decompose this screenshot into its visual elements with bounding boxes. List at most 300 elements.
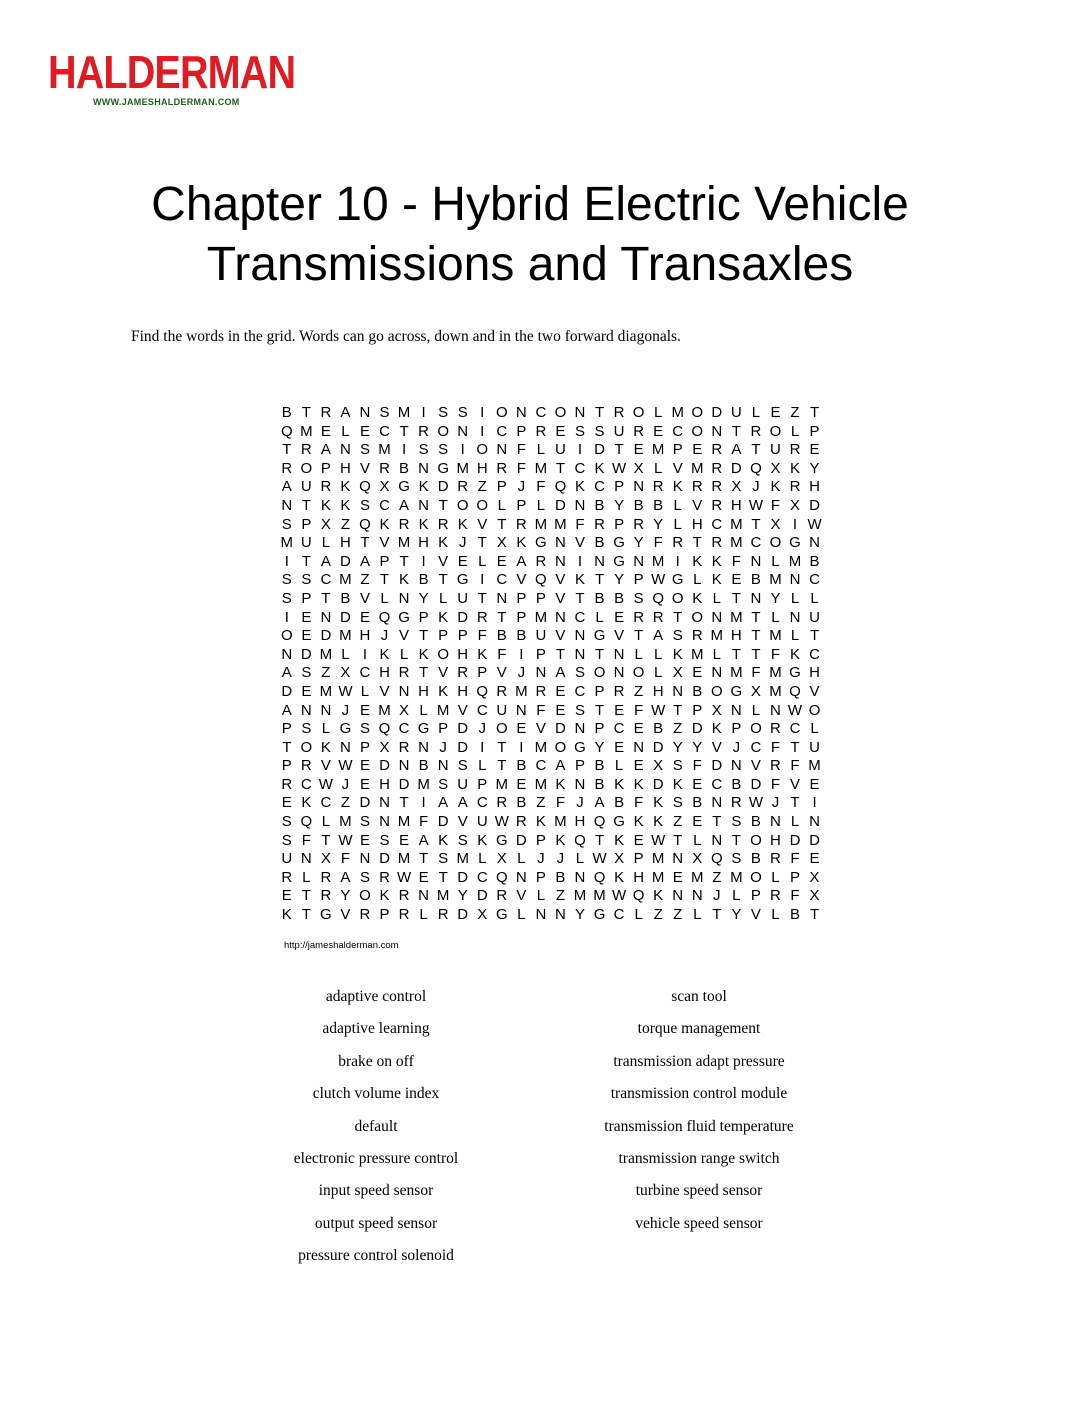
grid-letter: E	[281, 887, 292, 905]
grid-letter: N	[418, 887, 430, 905]
grid-letter: T	[301, 496, 311, 514]
grid-letter: I	[362, 645, 368, 663]
grid-letter: N	[672, 887, 684, 905]
grid-letter: Q	[535, 571, 547, 589]
grid-letter: K	[711, 571, 722, 589]
grid-letter: T	[555, 459, 566, 477]
grid-letter: Y	[692, 738, 703, 756]
grid-letter: N	[574, 496, 586, 514]
grid-letter: B	[516, 757, 527, 775]
grid-letter: O	[691, 422, 704, 440]
grid-letter: T	[477, 589, 487, 607]
grid-letter: S	[359, 441, 370, 459]
grid-letter: X	[496, 534, 507, 552]
grid-letter: K	[535, 813, 546, 831]
grid-letter: G	[574, 738, 586, 756]
grid-letter: B	[633, 496, 644, 514]
grid-letter: T	[497, 738, 507, 756]
grid-letter: E	[809, 775, 820, 793]
grid-letter: F	[770, 496, 781, 514]
grid-letter: N	[418, 738, 430, 756]
grid-letter: C	[809, 645, 820, 663]
grid-letter: C	[789, 720, 801, 738]
grid-letter: D	[711, 404, 723, 421]
grid-letter: O	[691, 404, 704, 421]
title-line-1: Chapter 10 - Hybrid Electric Vehicle	[151, 178, 909, 231]
grid-letter: A	[281, 478, 292, 496]
grid-letter: L	[321, 720, 331, 738]
grid-letter: R	[535, 552, 547, 570]
grid-letter: T	[712, 906, 722, 924]
grid-letter: M	[495, 775, 509, 793]
grid-letter: N	[555, 906, 566, 924]
grid-letter: G	[613, 552, 625, 570]
grid-letter: K	[711, 552, 722, 570]
grid-letter: V	[711, 738, 722, 756]
grid-row	[277, 609, 824, 628]
grid-letter: L	[634, 645, 643, 663]
grid-letter: R	[457, 664, 469, 682]
grid-letter: M	[651, 868, 665, 886]
grid-letter: Y	[770, 589, 781, 607]
grid-letter: J	[478, 720, 486, 738]
grid-letter: Y	[614, 571, 625, 589]
word-list-item: clutch volume index	[312, 1085, 440, 1103]
grid-row	[277, 664, 824, 683]
grid-letter: T	[673, 608, 683, 626]
grid-letter: M	[456, 850, 469, 868]
grid-letter: C	[320, 794, 332, 812]
grid-letter: O	[632, 404, 645, 421]
grid-letter: V	[438, 552, 449, 570]
grid-letter: I	[577, 441, 583, 459]
grid-letter: N	[613, 664, 625, 682]
grid-letter: Y	[809, 459, 820, 477]
grid-letter: S	[281, 515, 292, 533]
grid-letter: I	[401, 441, 407, 459]
grid-letter: C	[476, 868, 488, 886]
grid-letter: N	[398, 682, 410, 700]
grid-letter: P	[789, 868, 800, 886]
grid-letter: M	[671, 404, 684, 421]
grid-letter: B	[340, 589, 351, 607]
grid-letter: R	[281, 868, 293, 886]
grid-letter: M	[339, 813, 352, 831]
grid-letter: P	[438, 627, 449, 645]
grid-letter: R	[652, 608, 664, 626]
grid-letter: M	[593, 887, 606, 905]
grid-letter: E	[516, 775, 527, 793]
word-list-item: brake on off	[338, 1052, 414, 1070]
grid-letter: R	[320, 478, 332, 496]
grid-letter: G	[495, 831, 508, 849]
grid-letter: N	[359, 404, 371, 421]
halderman-logo	[48, 46, 296, 110]
grid-letter: O	[710, 682, 723, 700]
grid-letter: X	[379, 738, 390, 756]
grid-letter: L	[771, 906, 780, 924]
grid-letter: R	[594, 515, 605, 533]
grid-letter: B	[653, 720, 664, 738]
grid-letter: V	[399, 627, 410, 645]
grid-letter: S	[281, 813, 292, 831]
grid-letter: I	[792, 515, 798, 533]
grid-letter: Z	[340, 515, 350, 533]
grid-letter: L	[732, 887, 741, 905]
grid-letter: K	[438, 831, 449, 849]
grid-letter: M	[319, 645, 333, 663]
grid-letter: D	[437, 478, 449, 496]
grid-letter: D	[437, 813, 449, 831]
grid-letter: Y	[672, 738, 683, 756]
grid-letter: B	[516, 794, 527, 812]
grid-letter: R	[398, 906, 410, 924]
grid-letter: F	[536, 701, 546, 719]
grid-letter: T	[438, 496, 448, 514]
grid-letter: T	[399, 422, 409, 440]
grid-letter: S	[574, 701, 585, 719]
grid-letter: G	[613, 534, 625, 552]
grid-letter: P	[281, 720, 292, 738]
grid-letter: L	[517, 906, 526, 924]
grid-letter: L	[693, 906, 702, 924]
grid-letter: J	[576, 794, 584, 812]
grid-letter: L	[341, 645, 350, 663]
grid-letter: J	[341, 701, 350, 719]
grid-letter: N	[437, 757, 449, 775]
grid-letter: D	[457, 906, 469, 924]
grid-letter: V	[496, 664, 507, 682]
grid-letter: K	[320, 496, 331, 514]
grid-letter: H	[379, 664, 390, 682]
grid-letter: M	[554, 813, 567, 831]
grid-letter: M	[769, 627, 782, 645]
grid-letter: V	[789, 775, 800, 793]
grid-letter: B	[418, 571, 429, 589]
grid-letter: O	[280, 627, 293, 645]
grid-letter: O	[437, 645, 449, 663]
grid-letter: G	[398, 608, 410, 626]
grid-letter: X	[477, 906, 488, 924]
grid-letter: G	[730, 682, 743, 700]
grid-letter: O	[359, 887, 371, 905]
grid-letter: R	[476, 608, 488, 626]
grid-letter: D	[711, 757, 723, 775]
grid-letter: C	[809, 571, 820, 589]
grid-letter: Q	[710, 850, 723, 868]
grid-letter: K	[320, 738, 331, 756]
grid-letter: F	[770, 775, 781, 793]
grid-letter: T	[497, 757, 507, 775]
grid-letter: A	[399, 496, 410, 514]
grid-letter: T	[419, 850, 429, 868]
word-list-left	[226, 984, 526, 1276]
grid-row	[277, 683, 824, 702]
grid-letter: D	[594, 441, 605, 459]
grid-letter: G	[456, 571, 469, 589]
grid-letter: O	[769, 534, 782, 552]
grid-letter: Q	[789, 682, 801, 700]
grid-letter: O	[750, 868, 762, 886]
grid-letter: J	[439, 738, 447, 756]
grid-letter: F	[301, 831, 311, 849]
grid-letter: N	[300, 701, 312, 719]
grid-letter: L	[751, 404, 761, 421]
grid-letter: X	[379, 478, 390, 496]
grid-letter: N	[770, 701, 781, 719]
grid-letter: P	[496, 478, 507, 496]
grid-row	[277, 553, 824, 572]
grid-letter: D	[476, 887, 488, 905]
grid-letter: T	[301, 887, 311, 905]
grid-letter: T	[731, 422, 741, 440]
grid-letter: W	[611, 887, 627, 905]
grid-letter: M	[730, 868, 743, 886]
grid-letter: S	[672, 794, 683, 812]
grid-letter: O	[495, 720, 508, 738]
grid-letter: D	[339, 552, 351, 570]
grid-row	[277, 757, 824, 776]
grid-letter: P	[477, 775, 488, 793]
grid-letter: L	[497, 496, 506, 514]
grid-letter: L	[771, 608, 780, 626]
grid-letter: Q	[495, 868, 508, 886]
grid-letter: F	[555, 794, 566, 812]
grid-letter: K	[418, 645, 429, 663]
grid-letter: K	[672, 775, 683, 793]
grid-letter: M	[300, 422, 313, 440]
grid-letter: R	[398, 738, 410, 756]
grid-letter: L	[653, 664, 663, 682]
grid-letter: E	[418, 868, 429, 886]
grid-letter: S	[301, 571, 312, 589]
grid-letter: S	[438, 441, 449, 459]
grid-letter: T	[614, 441, 624, 459]
grid-letter: T	[731, 645, 741, 663]
grid-letter: I	[480, 738, 485, 756]
grid-letter: C	[496, 422, 508, 440]
grid-letter: R	[633, 422, 645, 440]
grid-letter: R	[711, 534, 723, 552]
grid-letter: A	[457, 794, 468, 812]
grid-letter: M	[788, 552, 802, 570]
grid-letter: N	[574, 868, 586, 886]
grid-letter: E	[359, 422, 370, 440]
grid-letter: L	[595, 608, 604, 626]
grid-letter: T	[731, 831, 741, 849]
grid-letter: K	[653, 887, 664, 905]
grid-letter: R	[691, 627, 703, 645]
grid-letter: W	[318, 775, 333, 793]
word-list-item: adaptive control	[325, 988, 427, 1005]
grid-letter: P	[692, 701, 703, 719]
grid-letter: F	[770, 645, 781, 663]
grid-letter: S	[359, 496, 370, 514]
grid-letter: B	[594, 775, 605, 793]
word-list-item: transmission fluid temperature	[604, 1117, 794, 1135]
grid-letter: F	[419, 813, 429, 831]
grid-letter: R	[515, 813, 527, 831]
grid-letter: E	[320, 422, 331, 440]
grid-letter: E	[809, 441, 820, 459]
grid-letter: C	[300, 775, 312, 793]
grid-letter: R	[320, 404, 332, 421]
grid-letter: B	[594, 757, 605, 775]
grid-letter: J	[458, 534, 467, 552]
grid-letter: L	[341, 422, 350, 440]
grid-letter: C	[379, 496, 390, 514]
grid-letter: S	[438, 850, 449, 868]
grid-letter: F	[634, 794, 644, 812]
grid-letter: T	[477, 534, 487, 552]
grid-letter: P	[516, 496, 527, 514]
grid-row	[277, 720, 824, 739]
grid-letter: T	[790, 738, 800, 756]
grid-letter: Y	[340, 887, 351, 905]
grid-letter: Z	[340, 794, 350, 812]
grid-letter: G	[417, 720, 430, 738]
grid-letter: S	[731, 850, 742, 868]
grid-letter: L	[790, 813, 800, 831]
grid-letter: W	[338, 757, 353, 775]
grid-letter: Y	[653, 515, 664, 533]
grid-letter: N	[711, 831, 723, 849]
grid-letter: V	[672, 459, 683, 477]
grid-letter: O	[495, 404, 508, 421]
grid-letter: L	[419, 701, 428, 719]
grid-letter: M	[691, 459, 704, 477]
grid-letter: P	[457, 627, 468, 645]
grid-letter: V	[750, 757, 761, 775]
grid-row	[277, 906, 824, 925]
grid-letter: T	[282, 738, 292, 756]
grid-letter: F	[516, 459, 526, 477]
grid-letter: L	[478, 757, 487, 775]
grid-letter: R	[437, 906, 449, 924]
grid-letter: E	[633, 757, 644, 775]
grid-letter: O	[691, 608, 704, 626]
grid-letter: N	[750, 552, 762, 570]
grid-letter: A	[359, 552, 370, 570]
grid-letter: R	[320, 887, 332, 905]
grid-letter: N	[339, 441, 351, 459]
grid-letter: P	[281, 757, 292, 775]
grid-letter: H	[730, 627, 742, 645]
grid-letter: T	[594, 571, 605, 589]
grid-letter: W	[396, 868, 412, 886]
grid-letter: V	[379, 682, 390, 700]
grid-letter: H	[359, 627, 371, 645]
grid-letter: Q	[593, 813, 606, 831]
grid-letter: R	[535, 422, 547, 440]
grid-letter: P	[535, 589, 546, 607]
grid-letter: L	[653, 645, 663, 663]
grid-letter: W	[651, 831, 666, 849]
grid-letter: R	[457, 478, 469, 496]
grid-letter: G	[671, 571, 684, 589]
grid-row	[277, 590, 824, 609]
grid-letter: V	[555, 589, 566, 607]
grid-letter: L	[399, 645, 409, 663]
grid-letter: S	[301, 664, 312, 682]
grid-letter: L	[536, 441, 546, 459]
grid-letter: C	[672, 422, 684, 440]
grid-letter: Q	[652, 589, 664, 607]
grid-letter: I	[284, 608, 289, 626]
grid-letter: R	[379, 459, 390, 477]
grid-letter: S	[457, 757, 468, 775]
grid-letter: R	[515, 515, 527, 533]
grid-letter: U	[809, 738, 820, 756]
grid-letter: L	[790, 589, 800, 607]
grid-letter: O	[300, 459, 313, 477]
grid-letter: M	[808, 757, 821, 775]
grid-letter: X	[711, 701, 722, 719]
grid-letter: L	[673, 515, 682, 533]
grid-row	[277, 850, 824, 869]
grid-letter: R	[770, 850, 781, 868]
grid-letter: I	[812, 794, 817, 812]
grid-letter: U	[555, 441, 566, 459]
grid-letter: T	[555, 645, 566, 663]
grid-row	[277, 832, 824, 851]
grid-letter: R	[691, 478, 703, 496]
grid-letter: V	[809, 682, 820, 700]
grid-letter: N	[672, 850, 684, 868]
grid-letter: K	[399, 571, 410, 589]
grid-letter: V	[359, 459, 370, 477]
grid-row	[277, 869, 824, 888]
grid-letter: E	[359, 701, 370, 719]
grid-letter: Z	[673, 906, 683, 924]
grid-letter: B	[614, 589, 625, 607]
grid-letter: P	[535, 645, 546, 663]
grid-letter: P	[301, 515, 312, 533]
grid-letter: X	[672, 664, 683, 682]
grid-letter: B	[614, 794, 625, 812]
grid-letter: T	[282, 441, 292, 459]
grid-letter: W	[338, 831, 353, 849]
grid-letter: K	[438, 534, 449, 552]
grid-letter: S	[281, 589, 292, 607]
grid-letter: F	[790, 757, 800, 775]
grid-letter: A	[594, 794, 605, 812]
grid-letter: F	[790, 850, 800, 868]
grid-letter: N	[633, 552, 645, 570]
grid-letter: Q	[300, 813, 313, 831]
grid-letter: U	[281, 850, 293, 868]
grid-letter: F	[770, 738, 781, 756]
grid-letter: Y	[614, 496, 625, 514]
grid-letter: T	[751, 515, 761, 533]
grid-letter: M	[456, 459, 469, 477]
grid-letter: D	[691, 720, 703, 738]
grid-letter: M	[534, 459, 548, 477]
grid-letter: U	[457, 775, 469, 793]
grid-letter: D	[750, 775, 762, 793]
grid-letter: F	[497, 645, 507, 663]
grid-letter: T	[360, 534, 370, 552]
grid-letter: M	[378, 441, 391, 459]
grid-row	[277, 739, 824, 758]
grid-letter: L	[517, 850, 526, 868]
grid-letter: K	[789, 645, 800, 663]
grid-letter: N	[515, 404, 527, 421]
grid-letter: G	[593, 627, 606, 645]
grid-letter: C	[535, 404, 547, 421]
grid-row	[277, 776, 824, 795]
grid-letter: I	[519, 645, 524, 663]
